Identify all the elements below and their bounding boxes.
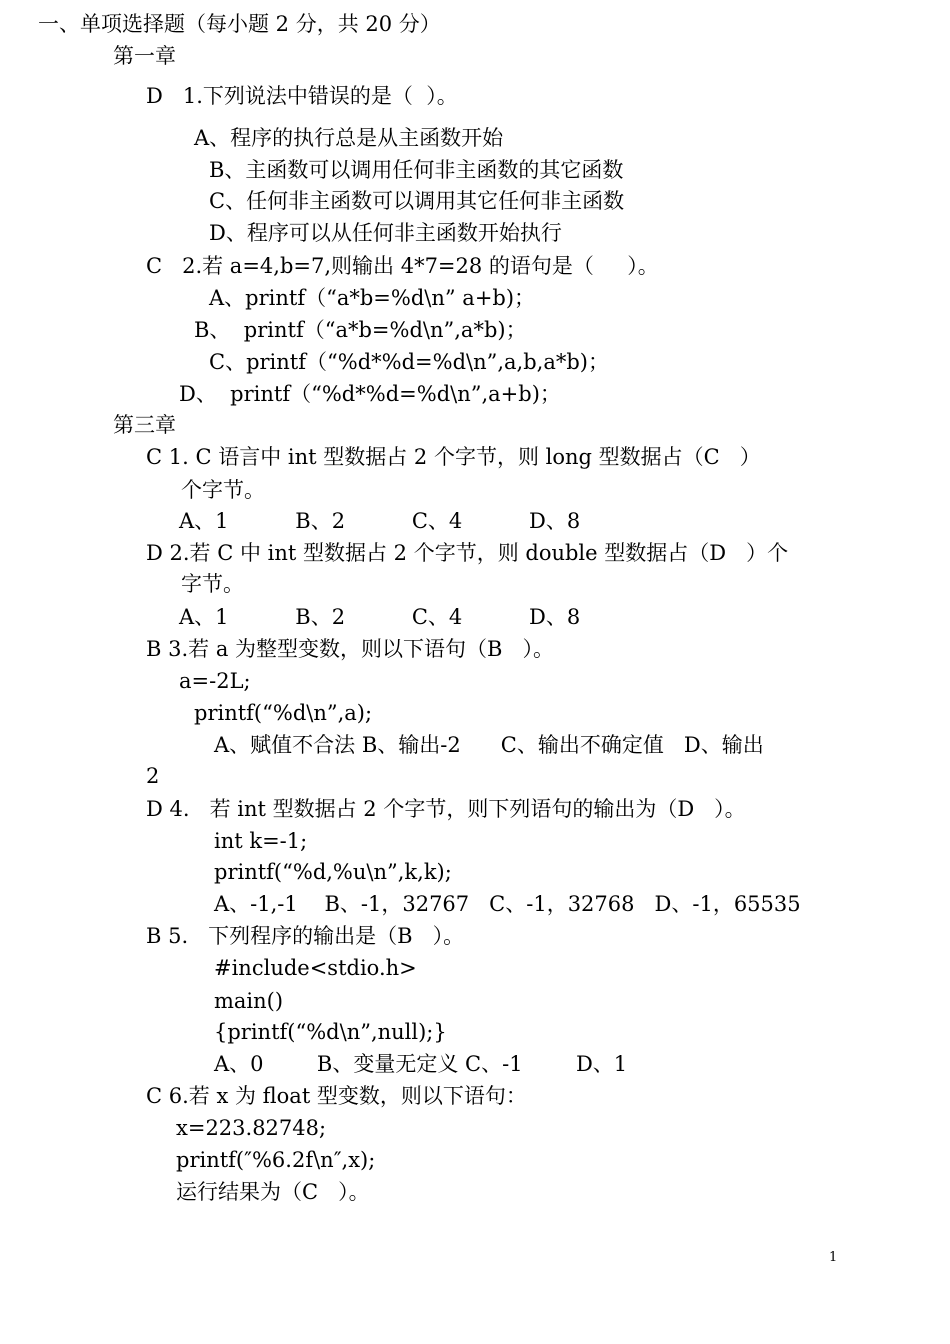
question-stem-continued: 字节。 bbox=[181, 572, 244, 596]
page-number: 1 bbox=[829, 1250, 838, 1265]
question-options-wrap: 2 bbox=[146, 764, 160, 788]
section-heading: 一、单项选择题（每小题 2 分，共 20 分） bbox=[38, 12, 441, 36]
chapter-title: 第三章 bbox=[113, 413, 176, 437]
question-option: A、printf（“a*b=%d\n” a+b)； bbox=[209, 286, 536, 310]
question-options-row: A、1 B、2 C、4 D、8 bbox=[179, 605, 581, 629]
question-stem: B 5. 下列程序的输出是（B ）。 bbox=[146, 924, 465, 948]
question-options-row: A、-1,-1 B、-1，32767 C、-1，32768 D、-1，65535 bbox=[214, 892, 801, 916]
code-line: main() bbox=[214, 989, 284, 1013]
code-line: printf(“%d,%u\n”,k,k); bbox=[214, 860, 452, 884]
question-stem: C 1. C 语言中 int 型数据占 2 个字节，则 long 型数据占（C ） bbox=[146, 445, 761, 469]
chapter-title: 第一章 bbox=[113, 44, 176, 68]
question-options-row: A、1 B、2 C、4 D、8 bbox=[179, 509, 581, 533]
question-stem: D 4. 若 int 型数据占 2 个字节，则下列语句的输出为（D ）。 bbox=[146, 797, 746, 821]
code-line: 运行结果为（C ）。 bbox=[176, 1180, 370, 1204]
question-option: C、任何非主函数可以调用其它任何非主函数 bbox=[209, 189, 625, 213]
code-line: a=-2L; bbox=[179, 669, 251, 693]
question-option: B、主函数可以调用任何非主函数的其它函数 bbox=[209, 158, 624, 182]
question-option: C、printf（“%d*%d=%d\n”,a,b,a*b)； bbox=[209, 350, 610, 374]
code-line: {printf(“%d\n”,null);} bbox=[214, 1020, 447, 1044]
question-option: B、 printf（“a*b=%d\n”,a*b)； bbox=[194, 318, 527, 342]
question-stem: C 6.若 x 为 float 型变数，则以下语句： bbox=[146, 1084, 527, 1108]
code-line: int k=-1; bbox=[214, 829, 308, 853]
question-options-row: A、0 B、变量无定义 C、-1 D、1 bbox=[214, 1052, 628, 1076]
question-stem-continued: 个字节。 bbox=[181, 478, 265, 502]
question-option: D、 printf（“%d*%d=%d\n”,a+b)； bbox=[179, 382, 561, 406]
question-stem: D 2.若 C 中 int 型数据占 2 个字节，则 double 型数据占（D ）个 bbox=[146, 541, 789, 565]
question-option: A、程序的执行总是从主函数开始 bbox=[194, 126, 504, 150]
code-line: x=223.82748; bbox=[176, 1116, 327, 1140]
question-options-row: A、赋值不合法 B、输出-2 C、输出不确定值 D、输出 bbox=[214, 733, 764, 757]
code-line: #include<stdio.h> bbox=[214, 956, 417, 980]
question-stem: B 3.若 a 为整型变数，则以下语句（B ）。 bbox=[146, 637, 554, 661]
question-stem: C 2.若 a=4,b=7,则输出 4*7=28 的语句是（ ）。 bbox=[146, 254, 659, 278]
question-option: D、程序可以从任何非主函数开始执行 bbox=[209, 221, 562, 245]
code-line: printf(″%6.2f\n″,x); bbox=[176, 1148, 376, 1172]
code-line: printf(“%d\n”,a); bbox=[194, 701, 373, 725]
question-stem: D 1.下列说法中错误的是（ ）。 bbox=[146, 84, 458, 108]
